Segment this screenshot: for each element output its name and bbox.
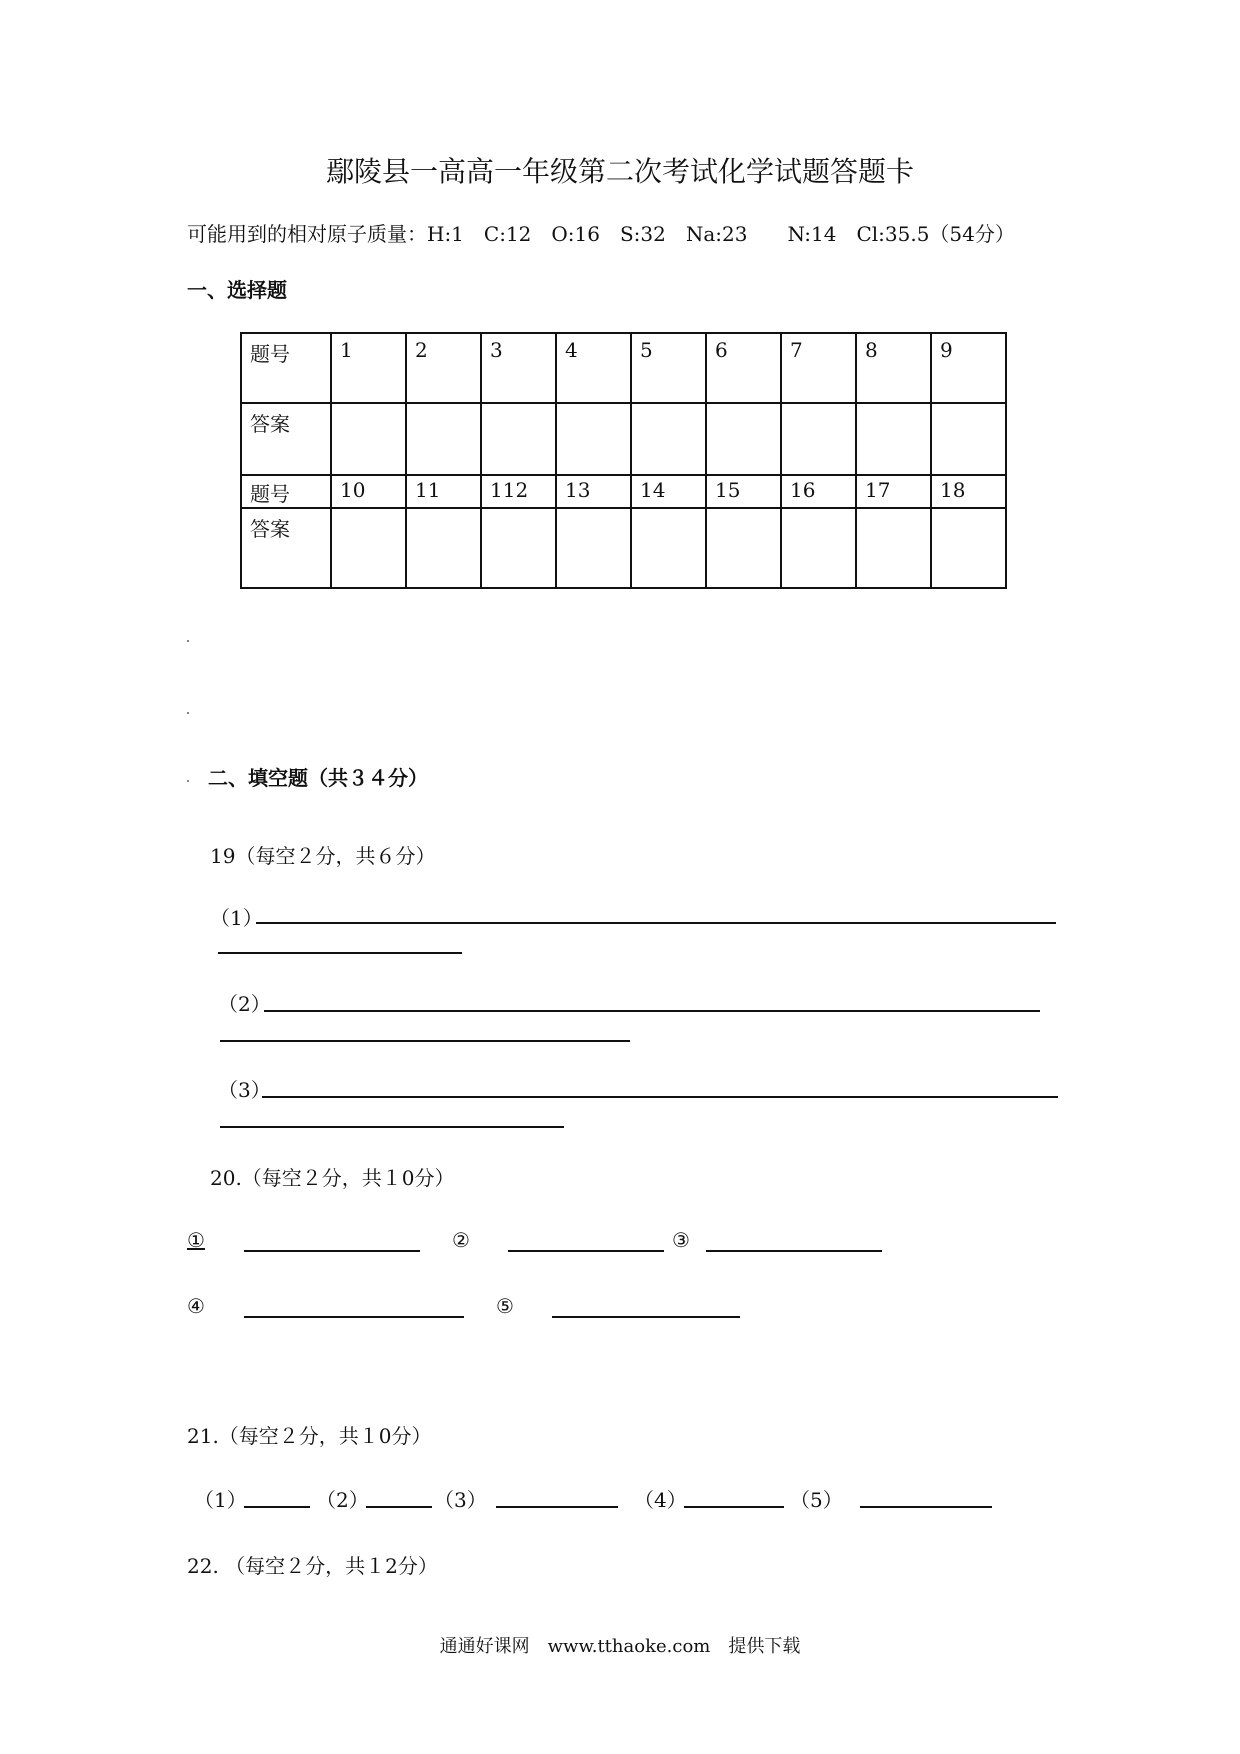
blank-label: （3） [434,1488,487,1512]
answer-cell[interactable] [856,508,931,588]
answer-line[interactable] [262,1096,1058,1098]
question-20-title: 20.（每空２分，共１0分） [210,1166,455,1190]
answer-cell[interactable] [331,508,406,588]
answer-cell[interactable] [406,403,481,475]
question-number: 1 [331,333,406,403]
answer-table [240,332,1007,589]
answer-line[interactable] [244,1316,464,1318]
answer-line[interactable] [706,1250,882,1252]
answer-cell[interactable] [556,508,631,588]
answer-line[interactable] [684,1506,784,1508]
row-label-answer: 答案 [241,508,331,588]
question-number: 10 [331,475,406,508]
row-label-number: 题号 [241,475,331,508]
atomic-mass-line: 可能用到的相对原子质量：H:1 C:12 O:16 S:32 Na:23 N:14 Cl:35.5（54分） [187,222,1015,246]
answer-line[interactable] [366,1506,432,1508]
stray-mark [187,780,189,782]
stray-mark [187,640,189,642]
question-number: 7 [781,333,856,403]
answer-cell[interactable] [856,403,931,475]
answer-line[interactable] [860,1506,992,1508]
blank-label: （1） [210,906,263,930]
table-row [241,475,1006,508]
answer-line[interactable] [256,922,1056,924]
question-number: 11 [406,475,481,508]
question-number: 112 [481,475,556,508]
blank-label: ③ [672,1228,690,1252]
blank-label: （5） [790,1488,843,1512]
question-number: 3 [481,333,556,403]
answer-line[interactable] [552,1316,740,1318]
blank-label: ② [452,1228,470,1252]
stray-mark [187,712,189,714]
question-number: 13 [556,475,631,508]
answer-line[interactable] [220,1040,630,1042]
question-number: 9 [931,333,1006,403]
question-22-title: 22. （每空２分，共１2分） [187,1554,438,1578]
question-number: 17 [856,475,931,508]
answer-line[interactable] [244,1506,310,1508]
page-title: 鄢陵县一高高一年级第二次考试化学试题答题卡 [325,155,914,188]
question-number: 4 [556,333,631,403]
page-footer: 通通好课网 www.tthaoke.com 提供下载 [439,1636,801,1657]
blank-label: ④ [187,1294,205,1318]
question-number: 5 [631,333,706,403]
question-19-title: 19（每空２分，共６分） [210,844,436,868]
question-number: 14 [631,475,706,508]
table-row [241,333,1006,403]
blank-label: （2） [218,992,271,1016]
question-number: 15 [706,475,781,508]
question-number: 8 [856,333,931,403]
answer-cell[interactable] [481,508,556,588]
question-number: 2 [406,333,481,403]
answer-cell[interactable] [931,403,1006,475]
answer-cell[interactable] [631,508,706,588]
blank-label: （1） [194,1488,247,1512]
answer-line[interactable] [496,1506,618,1508]
answer-cell[interactable] [631,403,706,475]
answer-cell[interactable] [706,508,781,588]
answer-line[interactable] [264,1010,1040,1012]
answer-cell[interactable] [781,508,856,588]
answer-line[interactable] [244,1250,420,1252]
blank-label: （3） [218,1078,271,1102]
answer-cell[interactable] [931,508,1006,588]
section-heading-fill-blank: 二、填空题（共３４分） [208,766,428,790]
blank-label: （2） [316,1488,369,1512]
answer-line[interactable] [220,1126,564,1128]
answer-cell[interactable] [406,508,481,588]
row-label-number: 题号 [241,333,331,403]
row-label-answer: 答案 [241,403,331,475]
question-number: 6 [706,333,781,403]
question-number: 18 [931,475,1006,508]
answer-cell[interactable] [556,403,631,475]
question-number: 16 [781,475,856,508]
answer-cell[interactable] [481,403,556,475]
answer-cell[interactable] [331,403,406,475]
blank-label: （4） [634,1488,687,1512]
table-row [241,403,1006,475]
answer-line[interactable] [508,1250,664,1252]
question-21-title: 21.（每空２分，共１0分） [187,1424,432,1448]
answer-cell[interactable] [781,403,856,475]
section-heading-choice: 一、选择题 [187,278,287,302]
table-row [241,508,1006,588]
answer-cell[interactable] [706,403,781,475]
blank-label: ⑤ [496,1294,514,1318]
answer-line[interactable] [218,952,462,954]
blank-label: ① [187,1228,205,1252]
